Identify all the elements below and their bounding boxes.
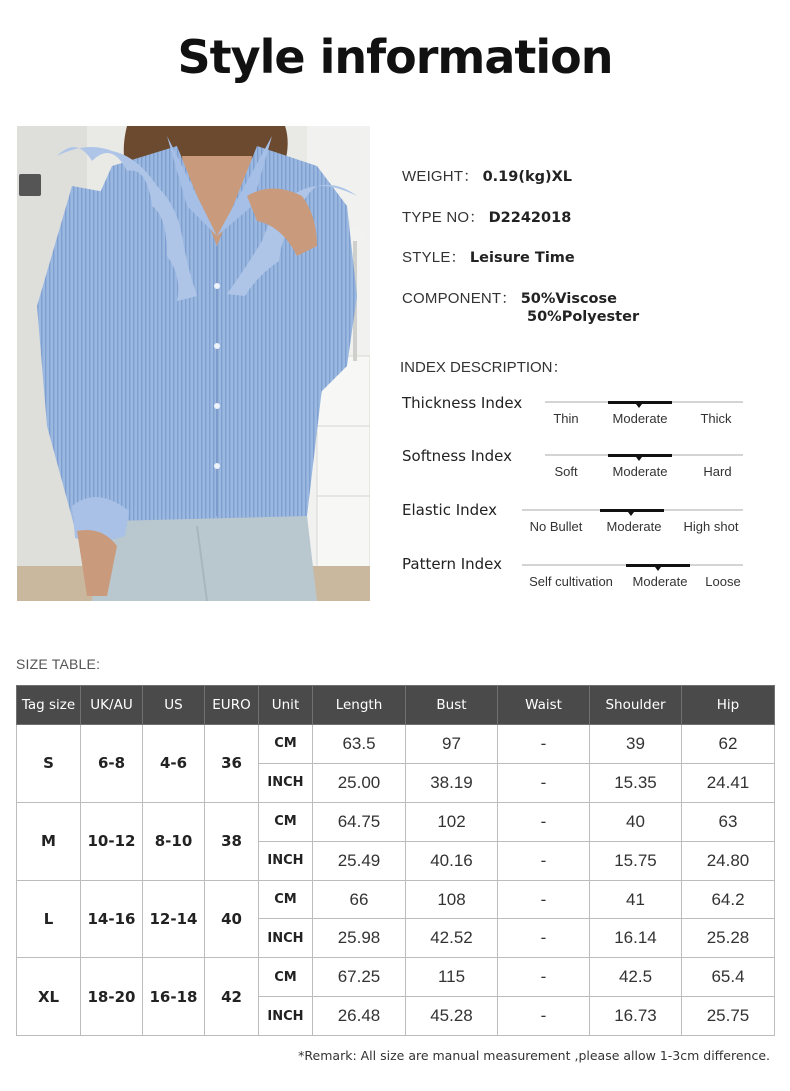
bust-cell: 108 — [406, 880, 498, 919]
size-table — [16, 685, 775, 1036]
shoulder-cell: 39 — [590, 725, 682, 764]
component-label: COMPONENT： — [402, 290, 517, 307]
bust-cell: 42.52 — [406, 919, 498, 958]
header-shoulder: Shoulder — [590, 686, 682, 725]
length-cell: 63.5 — [313, 725, 406, 764]
unit-cell: INCH — [259, 919, 313, 958]
hip-cell: 64.2 — [682, 880, 775, 919]
euro-cell: 40 — [205, 880, 259, 958]
component-value-1: 50%Viscose — [520, 291, 617, 307]
remark-note: *Remark: All size are manual measurement ,please allow 1-3cm difference. — [298, 1048, 770, 1063]
us-cell: 12-14 — [143, 880, 205, 958]
size-table-header — [17, 686, 775, 725]
weight-row — [402, 165, 572, 186]
pattern-option-loose: Loose — [705, 574, 741, 589]
waist-cell: - — [498, 997, 590, 1036]
shoulder-cell: 15.75 — [590, 841, 682, 880]
table-row — [17, 802, 775, 841]
euro-cell: 38 — [205, 802, 259, 880]
hip-cell: 25.75 — [682, 997, 775, 1036]
size-table-label: SIZE TABLE: — [16, 656, 101, 672]
uk-au-cell: 6-8 — [81, 725, 143, 803]
shoulder-cell: 16.73 — [590, 997, 682, 1036]
hip-cell: 62 — [682, 725, 775, 764]
bust-cell: 40.16 — [406, 841, 498, 880]
tag-size-cell: S — [17, 725, 81, 803]
waist-cell: - — [498, 841, 590, 880]
type-no-label: TYPE NO： — [402, 209, 485, 226]
header-euro: EURO — [205, 686, 259, 725]
page-title: Style information — [177, 30, 613, 84]
uk-au-cell: 14-16 — [81, 880, 143, 958]
style-row — [402, 246, 575, 267]
thickness-marker-icon — [636, 404, 642, 408]
bust-cell: 38.19 — [406, 763, 498, 802]
bust-cell: 45.28 — [406, 997, 498, 1036]
bust-cell: 97 — [406, 725, 498, 764]
length-cell: 25.49 — [313, 841, 406, 880]
style-label: STYLE： — [402, 249, 466, 266]
tag-size-cell: XL — [17, 958, 81, 1036]
weight-value: 0.19(kg)XL — [482, 169, 573, 185]
style-value: Leisure Time — [469, 250, 575, 266]
waist-cell: - — [498, 958, 590, 997]
length-cell: 25.00 — [313, 763, 406, 802]
header-hip: Hip — [682, 686, 775, 725]
shoulder-cell: 42.5 — [590, 958, 682, 997]
header-waist: Waist — [498, 686, 590, 725]
blouse-model-image — [17, 126, 370, 601]
us-cell: 16-18 — [143, 958, 205, 1036]
euro-cell: 42 — [205, 958, 259, 1036]
length-cell: 26.48 — [313, 997, 406, 1036]
bust-cell: 102 — [406, 802, 498, 841]
type-no-row — [402, 206, 571, 227]
product-photo — [17, 126, 370, 601]
waist-cell: - — [498, 880, 590, 919]
unit-cell: CM — [259, 958, 313, 997]
hip-cell: 65.4 — [682, 958, 775, 997]
us-cell: 4-6 — [143, 725, 205, 803]
us-cell: 8-10 — [143, 802, 205, 880]
uk-au-cell: 18-20 — [81, 958, 143, 1036]
header-unit: Unit — [259, 686, 313, 725]
softness-index-label: Softness Index — [402, 447, 513, 465]
type-no-value: D2242018 — [488, 210, 572, 226]
header-uk-au: UK/AU — [81, 686, 143, 725]
component-value-2: 50%Polyester — [527, 309, 640, 325]
thickness-index-label: Thickness Index — [402, 394, 523, 412]
weight-label: WEIGHT： — [402, 168, 479, 185]
hip-cell: 24.80 — [682, 841, 775, 880]
unit-cell: CM — [259, 725, 313, 764]
table-row — [17, 958, 775, 997]
component-row-2 — [527, 308, 639, 325]
unit-cell: INCH — [259, 763, 313, 802]
length-cell: 64.75 — [313, 802, 406, 841]
length-cell: 25.98 — [313, 919, 406, 958]
pattern-option-self-cultivation: Self cultivation — [529, 574, 613, 589]
unit-cell: INCH — [259, 997, 313, 1036]
unit-cell: CM — [259, 802, 313, 841]
unit-cell: INCH — [259, 841, 313, 880]
header-us: US — [143, 686, 205, 725]
index-description-label: INDEX DESCRIPTION： — [400, 359, 568, 376]
unit-cell: CM — [259, 880, 313, 919]
shoulder-cell: 40 — [590, 802, 682, 841]
waist-cell: - — [498, 919, 590, 958]
hip-cell: 25.28 — [682, 919, 775, 958]
waist-cell: - — [498, 763, 590, 802]
tag-size-cell: L — [17, 880, 81, 958]
table-row — [17, 725, 775, 764]
waist-cell: - — [498, 725, 590, 764]
softness-marker-icon — [636, 457, 642, 461]
uk-au-cell: 10-12 — [81, 802, 143, 880]
elastic-index-label: Elastic Index — [402, 501, 498, 519]
header-bust: Bust — [406, 686, 498, 725]
hip-cell: 24.41 — [682, 763, 775, 802]
softness-option-soft: Soft — [554, 464, 578, 479]
length-cell: 67.25 — [313, 958, 406, 997]
thickness-option-thick: Thick — [700, 411, 732, 426]
pattern-index-label: Pattern Index — [402, 555, 503, 573]
shoulder-cell: 15.35 — [590, 763, 682, 802]
tag-size-cell: M — [17, 802, 81, 880]
pattern-marker-icon — [655, 567, 661, 571]
thickness-option-moderate: Moderate — [612, 411, 668, 426]
table-row — [17, 880, 775, 919]
length-cell: 66 — [313, 880, 406, 919]
shoulder-cell: 41 — [590, 880, 682, 919]
softness-option-hard: Hard — [703, 464, 732, 479]
elastic-option-high-shot: High shot — [683, 519, 739, 534]
hip-cell: 63 — [682, 802, 775, 841]
pattern-option-moderate: Moderate — [632, 574, 688, 589]
header-tag-size: Tag size — [17, 686, 81, 725]
euro-cell: 36 — [205, 725, 259, 803]
header-length: Length — [313, 686, 406, 725]
thickness-option-thin: Thin — [553, 411, 579, 426]
elastic-option-moderate: Moderate — [606, 519, 662, 534]
elastic-option-no-bullet: No Bullet — [529, 519, 583, 534]
bust-cell: 115 — [406, 958, 498, 997]
component-row — [402, 287, 617, 308]
elastic-marker-icon — [628, 512, 634, 516]
waist-cell: - — [498, 802, 590, 841]
shoulder-cell: 16.14 — [590, 919, 682, 958]
softness-option-moderate: Moderate — [612, 464, 668, 479]
